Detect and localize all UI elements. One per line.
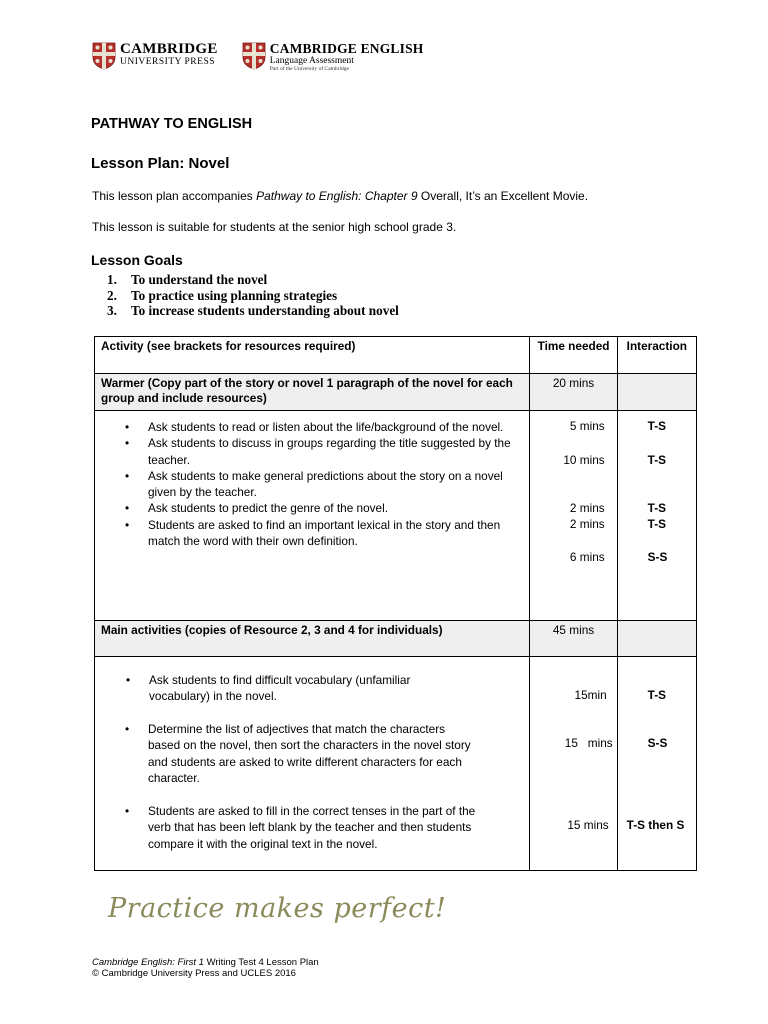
intro1-post: Overall, It’s an Excellent Movie. [417, 189, 589, 203]
goal-item: 2. To practice using planning strategies [107, 287, 338, 303]
main-items-row [95, 657, 697, 871]
warmer-interaction-2: T-S [647, 453, 667, 467]
list-item: • Ask students to discuss in groups regarding the title suggested by the teacher. [125, 436, 511, 467]
footer-line-1: Cambridge English: First 1 Writing Test 4 Lesson Plan [92, 957, 319, 968]
main-times-cell [530, 657, 617, 871]
list-item: • Ask students to make general predictions about the story on a novel given by the teacher. [125, 468, 503, 500]
warmer-time-2: 10 mins [563, 453, 605, 467]
intro-paragraph-2: This lesson is suitable for students at the senior high school grade 3. [92, 220, 457, 234]
warmer-time: 20 mins [530, 374, 617, 411]
list-item: • Ask students to find difficult vocabulary (unfamiliar vocabulary) in the novel. [126, 673, 411, 704]
logo2-main: CAMBRIDGE ENGLISH [269, 41, 424, 56]
logo2-tagline: Part of the University of Cambridge [269, 66, 349, 72]
intro1-book-title: Pathway to English: Chapter 9 [256, 189, 418, 203]
warmer-time-5: 6 mins [569, 550, 605, 564]
warmer-interaction-5: S-S [647, 550, 668, 564]
goals-heading: Lesson Goals [91, 252, 183, 268]
main-label: Main activities (copies of Resource 2, 3 and 4 for individuals) [95, 621, 530, 657]
main-interaction-1: T-S [647, 688, 667, 702]
cambridge-university-press-logo [92, 42, 218, 70]
main-interactions-cell [617, 657, 696, 871]
header-time: Time needed [530, 337, 617, 374]
warmer-items-row [95, 411, 697, 621]
table-header-row [95, 337, 697, 374]
header-activity: Activity (see brackets for resources required) [95, 337, 530, 374]
logo1-sub: UNIVERSITY PRESS [120, 57, 216, 67]
warmer-time-3: 2 mins [569, 501, 605, 515]
list-item: • Ask students to predict the genre of the novel. [125, 501, 389, 516]
warmer-interactions-cell [617, 411, 696, 621]
lesson-plan-table [94, 336, 697, 871]
main-interaction-3: T-S then S [626, 818, 685, 832]
intro-paragraph-1 [92, 189, 588, 203]
warmer-time-1: 5 mins [569, 419, 605, 433]
cambridge-shield-icon [242, 42, 266, 70]
warmer-interaction [617, 374, 696, 411]
footer [92, 957, 319, 979]
logo2-sub: Language Assessment [269, 55, 354, 66]
goals-list [107, 272, 399, 319]
main-time-1: 15min [574, 688, 607, 702]
main-interaction-2: S-S [647, 736, 668, 750]
warmer-interaction-4: T-S [647, 517, 667, 531]
intro1-pre: This lesson plan accompanies [92, 189, 257, 203]
goal-item: 1. To understand the novel [107, 272, 268, 287]
logo1-main: CAMBRIDGE [120, 41, 218, 57]
slogan: Practice makes perfect! [108, 893, 447, 924]
warmer-interaction-1: T-S [647, 419, 667, 433]
main-time: 45 mins [530, 621, 617, 657]
main-time-2: 15 mins [564, 736, 613, 750]
warmer-interaction-3: T-S [647, 501, 667, 515]
warmer-label: Warmer (Copy part of the story or novel 1 paragraph of the novel for each group and include resources) [95, 374, 530, 411]
cambridge-shield-icon [92, 42, 116, 70]
main-time-3: 15 mins [567, 818, 609, 832]
list-item: • Determine the list of adjectives that match the characters based on the novel, then sort the characters in the novel story and students are asked to write different characters for each character. [125, 722, 471, 785]
warmer-times-cell [530, 411, 617, 621]
warmer-time-4: 2 mins [569, 517, 605, 531]
warmer-bullets [125, 419, 513, 549]
main-items-cell [95, 657, 530, 871]
header-interaction: Interaction [617, 337, 696, 374]
footer-copyright: © Cambridge University Press and UCLES 2016 [92, 968, 296, 979]
cambridge-english-logo [242, 42, 424, 73]
main-interaction [617, 621, 696, 657]
document-title: PATHWAY TO ENGLISH [91, 116, 253, 132]
warmer-row [95, 374, 697, 411]
list-item: • Students are asked to fill in the correct tenses in the part of the verb that has been left blank by the teacher and then students compare it with the original text in the novel. [125, 804, 476, 851]
main-row [95, 621, 697, 657]
goal-item: 3. To increase students understanding about novel [107, 303, 399, 318]
list-item: • Ask students to read or listen about the life/background of the novel. [125, 420, 504, 434]
warmer-items-cell [95, 411, 530, 621]
list-item: • Students are asked to find an important lexical in the story and then match the word with their own definition. [125, 517, 501, 549]
document-subtitle: Lesson Plan: Novel [91, 155, 230, 172]
header-logos [92, 42, 424, 73]
